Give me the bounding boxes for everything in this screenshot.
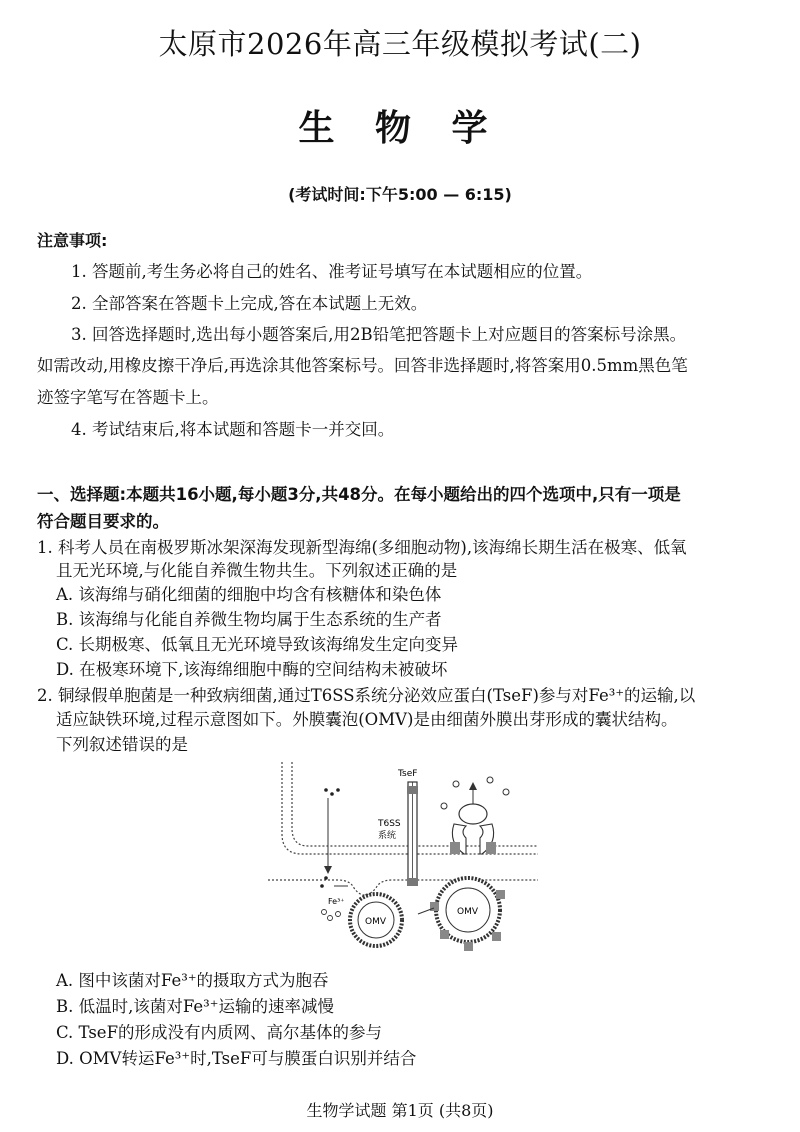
notice-item-3-line2: 如需改动,用橡皮擦干净后,再选涂其他答案标号。回答非选择题时,将答案用0.5mm黑色笔 [37, 356, 688, 375]
label-t6ss-system: 系统 [378, 831, 397, 841]
fe-ion [328, 916, 333, 921]
notice-item-3-line3: 迹签字笔写在答题卡上。 [37, 388, 219, 407]
arrow-head [324, 866, 332, 874]
tsef-block [407, 786, 418, 794]
label-tsef: TseF [398, 769, 418, 779]
exam-time: (考试时间:下午5:00 — 6:15) [288, 185, 512, 204]
q2-option-b: B. 低温时,该菌对Fe³⁺运输的速率减慢 [56, 997, 334, 1016]
siderophore [453, 781, 459, 787]
q2-stem-line2: 适应缺铁环境,过程示意图如下。外膜囊泡(OMV)是由细菌外膜出芽形成的囊状结构。 [56, 710, 678, 729]
q1-option-b: B. 该海绵与化能自养微生物均属于生态系统的生产者 [56, 610, 442, 629]
label-fe: Fe³⁺ [328, 897, 345, 906]
subject-title: 生 物 学 [298, 108, 502, 149]
q2-stem-line3: 下列叙述错误的是 [56, 735, 188, 754]
notice-heading: 注意事项: [37, 231, 108, 250]
fe-dot [324, 876, 328, 880]
q1-option-d: D. 在极寒环境下,该海绵细胞中酶的空间结构未被破坏 [56, 660, 448, 679]
membrane-protein [450, 842, 460, 854]
siderophore [441, 803, 447, 809]
tsef-on-omv [430, 902, 439, 911]
q2-option-c: C. TseF的形成没有内质网、高尔基体的参与 [56, 1023, 383, 1042]
q1-option-c: C. 长期极寒、低氧且无光环境导致该海绵发生定向变异 [56, 635, 459, 654]
q1-option-a: A. 该海绵与硝化细菌的细胞中均含有核糖体和染色体 [56, 585, 442, 604]
arrow-head [469, 782, 477, 790]
exam-title: 太原市2026年高三年级模拟考试(二) [158, 27, 642, 61]
q1-stem-line1: 1. 科考人员在南极罗斯冰架深海发现新型海绵(多细胞动物),该海绵长期生活在极寒、低氧 [37, 538, 687, 557]
tsef-on-omv [440, 930, 449, 939]
section-heading-line1: 一、选择题:本题共16小题,每小题3分,共48分。在每小题给出的四个选项中,只有一项是 [37, 485, 681, 504]
label-omv-right: OMV [457, 907, 479, 917]
fe-dot [330, 792, 334, 796]
label-t6ss: T6SS [378, 819, 401, 829]
tsef-on-omv [464, 942, 473, 951]
fe-ion [336, 912, 341, 917]
receptor-top [459, 804, 487, 824]
siderophore [487, 777, 493, 783]
membrane-protein [486, 842, 496, 854]
fe-ion [322, 910, 327, 915]
q1-stem-line2: 且无光环境,与化能自养微生物共生。下列叙述正确的是 [56, 561, 458, 580]
tsef-on-omv [496, 890, 505, 899]
notice-item-3-line1: 3. 回答选择题时,选出每小题答案后,用2B铅笔把答题卡上对应题目的答案标号涂黑。 [71, 325, 687, 344]
tsef-block [407, 878, 418, 886]
label-omv-left: OMV [365, 917, 387, 927]
fe-dot [336, 788, 340, 792]
siderophore [503, 789, 509, 795]
notice-item-1: 1. 答题前,考生务必将自己的姓名、准考证号填写在本试题相应的位置。 [71, 262, 593, 281]
page-footer: 生物学试题 第1页 (共8页) [306, 1101, 494, 1120]
q2-option-a: A. 图中该菌对Fe³⁺的摄取方式为胞吞 [56, 971, 329, 990]
section-heading-line2: 符合题目要求的。 [37, 512, 169, 531]
fe-transport-diagram [268, 762, 538, 960]
fe-dot [324, 788, 328, 792]
fe-dot [320, 884, 324, 888]
q2-stem-line1: 2. 铜绿假单胞菌是一种致病细菌,通过T6SS系统分泌效应蛋白(TseF)参与对Fe³⁺的运输,以 [37, 686, 696, 705]
notice-item-4: 4. 考试结束后,将本试题和答题卡一并交回。 [71, 420, 395, 439]
notice-item-2: 2. 全部答案在答题卡上完成,答在本试题上无效。 [71, 294, 428, 313]
tsef-on-omv [492, 932, 501, 941]
q2-option-d: D. OMV转运Fe³⁺时,TseF可与膜蛋白识别并结合 [56, 1049, 417, 1068]
